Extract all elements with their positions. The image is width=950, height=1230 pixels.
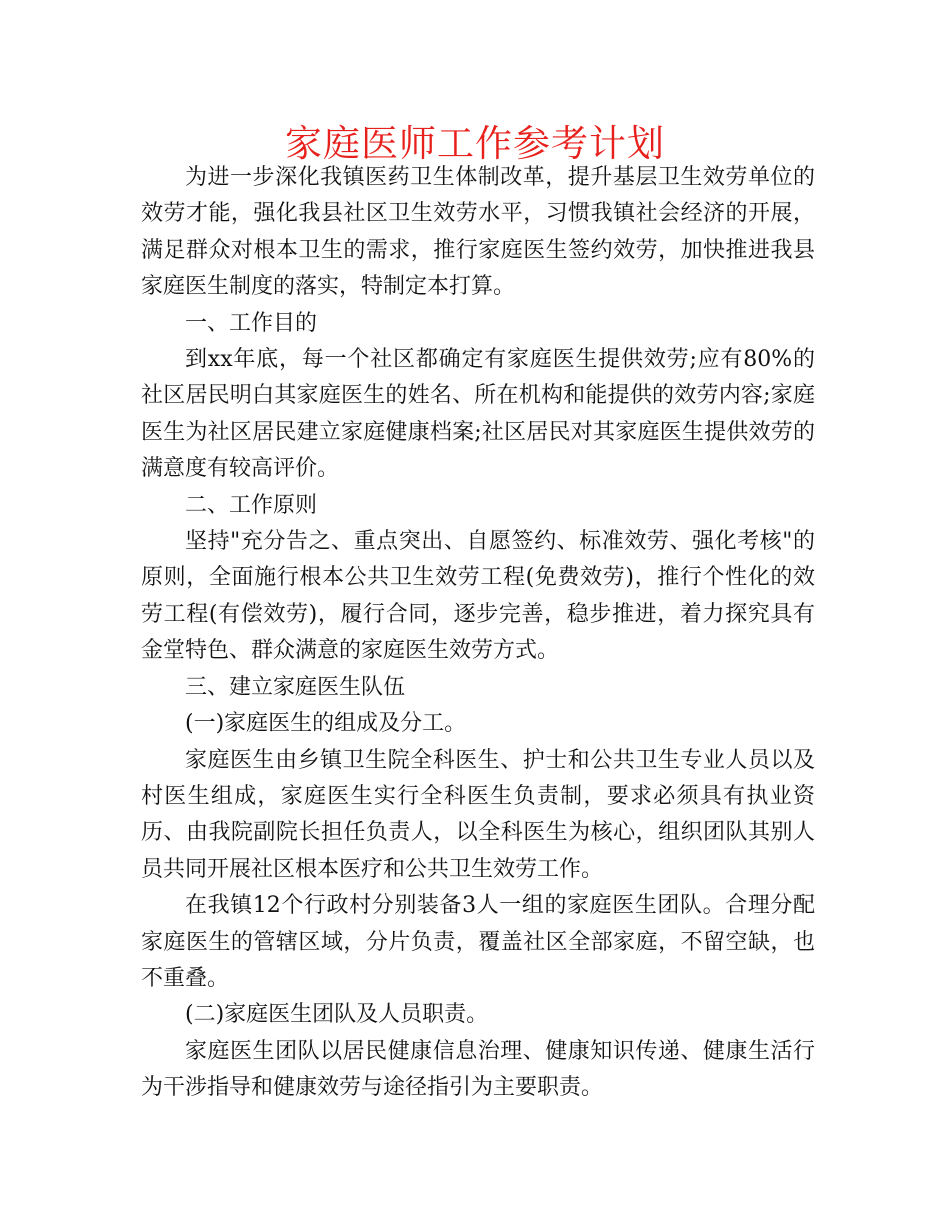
paragraph-work-principle: 坚持"充分告之、重点突出、自愿签约、标准效劳、强化考核"的原则，全面施行根本公共卫生效劳工程(免费效劳)，推行个性化的效劳工程(有偿效劳)，履行合同，逐步完善，稳步推进，着力探究具有金堂特色、群众满意的家庭医生效劳方式。	[141, 529, 815, 664]
paragraph-work-goal: 到xx年底，每一个社区都确定有家庭医生提供效劳;应有80%的社区居民明白其家庭医生的姓名、所在机构和能提供的效劳内容;家庭医生为社区居民建立家庭健康档案;社区居民对其家庭医生提供效劳的满意度有较高评价。	[141, 347, 815, 482]
subheading-team-duties: (二)家庭医生团队及人员职责。	[185, 1002, 489, 1028]
paragraph-intro: 为进一步深化我镇医药卫生体制改革，提升基层卫生效劳单位的效劳才能，强化我县社区卫生效劳水平，习惯我镇社会经济的开展，满足群众对根本卫生的需求，推行家庭医生签约效劳，加快推进我县家庭医生制度的落实，特制定本打算。	[141, 165, 815, 300]
heading-build-team: 三、建立家庭医生队伍	[185, 674, 406, 700]
heading-work-goal: 一、工作目的	[185, 310, 318, 336]
heading-work-principle: 二、工作原则	[185, 492, 318, 518]
paragraph-team-duties: 家庭医生团队以居民健康信息治理、健康知识传递、健康生活行为干涉指导和健康效劳与途径指引为主要职责。	[141, 1038, 815, 1101]
paragraph-team-composition: 家庭医生由乡镇卫生院全科医生、护士和公共卫生专业人员以及村医生组成，家庭医生实行全科医生负责制，要求必须具有执业资历、由我院副院长担任负责人，以全科医生为核心，组织团队其别人员共同开展社区根本医疗和公共卫生效劳工作。	[141, 747, 815, 882]
subheading-team-composition: (一)家庭医生的组成及分工。	[185, 711, 467, 737]
document-body	[141, 160, 815, 1107]
paragraph-team-allocation: 在我镇12个行政村分别装备3人一组的家庭医生团队。合理分配家庭医生的管辖区域，分片负责，覆盖社区全部家庭，不留空缺，也不重叠。	[141, 893, 815, 991]
document-title: 家庭医师工作参考计划	[285, 122, 665, 165]
